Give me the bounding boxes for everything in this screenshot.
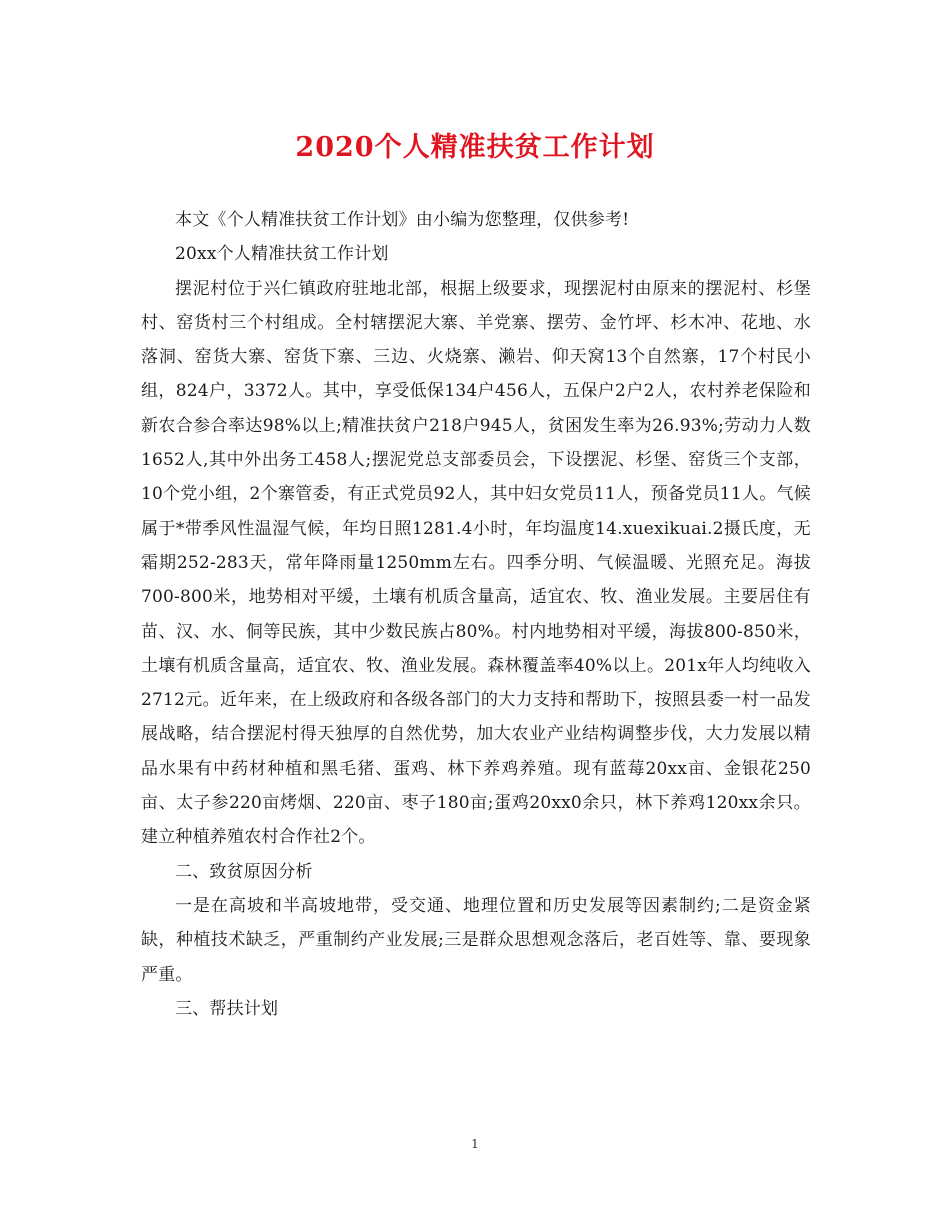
village-overview-paragraph: 摆泥村位于兴仁镇政府驻地北部，根据上级要求，现摆泥村由原来的摆泥村、杉堡村、窑货村三个村组成。全村辖摆泥大寨、羊党寨、摆劳、金竹坪、杉木冲、花地、水落洞、窑货大寨、窑货下寨、三边、火烧寨、濑岩、仰天窝13个自然寨，17个村民小组，824户，3372人。其中，享受低保134户456人，五保户2户2人，农村养老保险和新农合参合率达98%以上;精准扶贫户218户945人，贫困发生率为26.93%;劳动力人数1652人,其中外出务工458人;摆泥党总支部委员会，下设摆泥、杉堡、窑货三个支部，10个党小组，2个寨管委，有正式党员92人，其中妇女党员11人，预备党员11人。气候属于*带季风性温湿气候，年均日照1281.4小时，年均温度14.xuexikuai.2摄氏度，无霜期252-283天，常年降雨量1250mm左右。四季分明、气候温暖、光照充足。海拔700-800米，地势相对平缓，土壤有机质含量高，适宜农、牧、渔业发展。主要居住有苗、汉、水、侗等民族，其中少数民族占80%。村内地势相对平缓，海拔800-850米，土壤有机质含量高，适宜农、牧、渔业发展。森林覆盖率40%以上。201x年人均纯收入2712元。近年来，在上级政府和各级各部门的大力支持和帮助下，按照县委一村一品发展战略，结合摆泥村得天独厚的自然优势，加大农业产业结构调整步伐，大力发展以精品水果有中药材种植和黑毛猪、蛋鸡、林下养鸡养殖。现有蓝莓20xx亩、金银花250亩、太子参220亩烤烟、220亩、枣子180亩;蛋鸡20xx0余只，林下养鸡120xx余只。建立种植养殖农村合作社2个。 [141,278,811,848]
plan-heading: 20xx个人精准扶贫工作计划 [175,244,389,265]
section-heading-assistance-plan: 三、帮扶计划 [175,998,279,1019]
document-body [141,203,811,1026]
intro-paragraph: 本文《个人精准扶贫工作计划》由小编为您整理，仅供参考! [175,210,630,230]
section-heading-poverty-causes: 二、致贫原因分析 [175,861,313,882]
document-title: 2020个人精准扶贫工作计划 [295,132,655,163]
page-number: 1 [471,1137,479,1151]
poverty-causes-paragraph: 一是在高坡和半高坡地带，受交通、地理位置和历史发展等因素制约;二是资金紧缺，种植技术缺乏，严重制约产业发展;三是群众思想观念落后，老百姓等、靠、要现象严重。 [141,895,811,985]
